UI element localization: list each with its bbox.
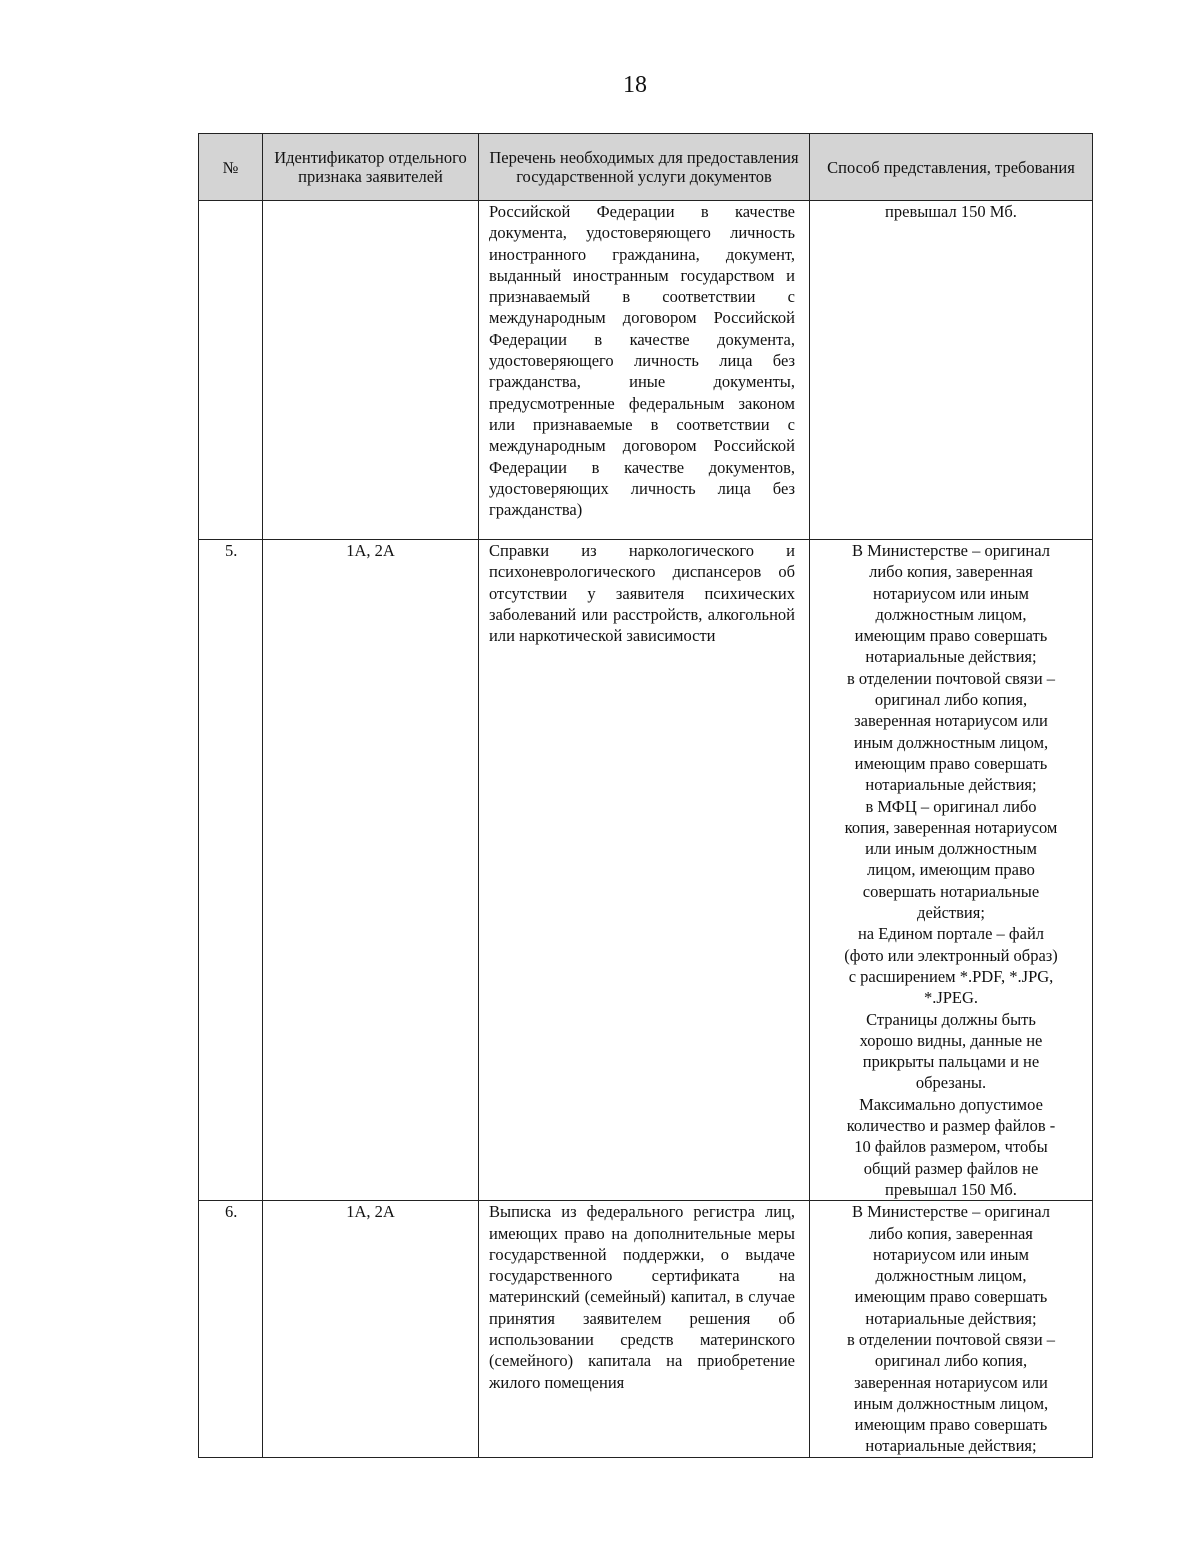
method-line: или иным должностным (865, 839, 1037, 859)
method-line: Максимально допустимое (859, 1094, 1043, 1114)
method-line: в МФЦ – оригинал либо (865, 796, 1037, 816)
method-line: действия; (917, 903, 985, 923)
row-number (199, 201, 263, 540)
method-line: нотариальные действия; (865, 647, 1037, 667)
row-identifier: 1А, 2А (263, 1201, 479, 1458)
method-line: либо копия, заверенная (869, 562, 1033, 582)
method-line: оригинал либо копия, (874, 1351, 1028, 1371)
method-line: имеющим право совершать (854, 626, 1048, 646)
method-line: нотариальные действия; (865, 775, 1037, 795)
header-row (199, 134, 1093, 201)
header-method: Способ представления, требования (810, 134, 1093, 201)
method-line: нотариальные действия; (865, 1308, 1037, 1328)
row-identifier (263, 201, 479, 540)
row-number: 6. (199, 1201, 263, 1458)
method-line: нотариальные действия; (865, 1436, 1037, 1456)
table-header (199, 134, 1093, 201)
method-line: должностным лицом, (875, 604, 1027, 624)
method-line: нотариусом или иным (873, 1244, 1029, 1264)
method-line: заверенная нотариусом или (854, 1372, 1048, 1392)
method-line: в отделении почтовой связи – (846, 668, 1056, 688)
method-line: должностным лицом, (875, 1266, 1027, 1286)
method-line: либо копия, заверенная (869, 1223, 1033, 1243)
method-line: обрезаны. (915, 1073, 987, 1093)
method-line: совершать нотариальные (862, 881, 1040, 901)
method-line: иным должностным лицом, (853, 1393, 1049, 1413)
method-line: превышал 150 Мб. (885, 1179, 1017, 1199)
method-line: В Министерстве – оригинал (852, 1202, 1050, 1222)
method-line: заверенная нотариусом или (854, 711, 1048, 731)
method-line: оригинал либо копия, (874, 690, 1028, 710)
row-documents: Российской Федерации в качестве документа, удостоверяющего личность иностранного гражданина, документ, выданный иностранным государством и признаваемый в соответствии с международным договором Российской Федерации в качестве документа, удостоверяющего личность лица без гражданства, иные документы, предусмотренные федеральным законом или признаваемые в соответствии с международным договором Российской Федерации в качестве документов, удостоверяющих личность лица без гражданства) (479, 201, 810, 540)
method-line: в отделении почтовой связи – (846, 1329, 1056, 1349)
row-method (810, 540, 1093, 1201)
method-line: хорошо видны, данные не (859, 1030, 1043, 1050)
method-line: лицом, имеющим право (867, 860, 1035, 880)
header-documents: Перечень необходимых для предоставления государственной услуги документов (479, 134, 810, 201)
page-number: 18 (623, 72, 647, 98)
method-line: иным должностным лицом, (853, 732, 1049, 752)
requirements-table (198, 133, 1093, 1458)
method-line: имеющим право совершать (854, 1287, 1048, 1307)
method-line: общий размер файлов не (863, 1158, 1039, 1178)
row-method (810, 201, 1093, 540)
method-line: нотариусом или иным (873, 583, 1029, 603)
method-line: копия, заверенная нотариусом (844, 817, 1058, 837)
method-line: В Министерстве – оригинал (852, 541, 1050, 560)
row-identifier: 1А, 2А (263, 540, 479, 1201)
row-documents: Выписка из федерального регистра лиц, имеющих право на дополнительные меры государственной поддержки, о выдаче государственного сертификата на материнский (семейный) капитал, в случае принятия заявителем решения об использовании средств материнского (семейного) капитала на приобретение жилого помещения (479, 1201, 810, 1458)
method-line: превышал 150 Мб. (885, 202, 1017, 221)
table-row (199, 1201, 1093, 1458)
header-identifier: Идентификатор отдельного признака заявителей (263, 134, 479, 201)
method-line: (фото или электронный образ) (844, 945, 1058, 965)
method-line: имеющим право совершать (854, 1415, 1048, 1435)
method-line: *.JPEG. (923, 988, 979, 1008)
method-line: количество и размер файлов - (846, 1116, 1056, 1136)
method-line: Страницы должны быть (866, 1009, 1036, 1029)
method-line: на Едином портале – файл (857, 924, 1045, 944)
method-line: 10 файлов размером, чтобы (854, 1137, 1048, 1157)
method-line: прикрыты пальцами и не (862, 1052, 1040, 1072)
row-number: 5. (199, 540, 263, 1201)
row-method (810, 1201, 1093, 1458)
method-line: с расширением *.PDF, *.JPG, (848, 966, 1054, 986)
table-body (199, 201, 1093, 1458)
row-documents: Справки из наркологического и психоневрологического диспансеров об отсутствии у заявителя психических заболеваний или расстройств, алкогольной или наркотической зависимости (479, 540, 810, 1201)
table-row (199, 540, 1093, 1201)
header-no: № (199, 134, 263, 201)
table-row (199, 201, 1093, 540)
method-line: имеющим право совершать (854, 753, 1048, 773)
